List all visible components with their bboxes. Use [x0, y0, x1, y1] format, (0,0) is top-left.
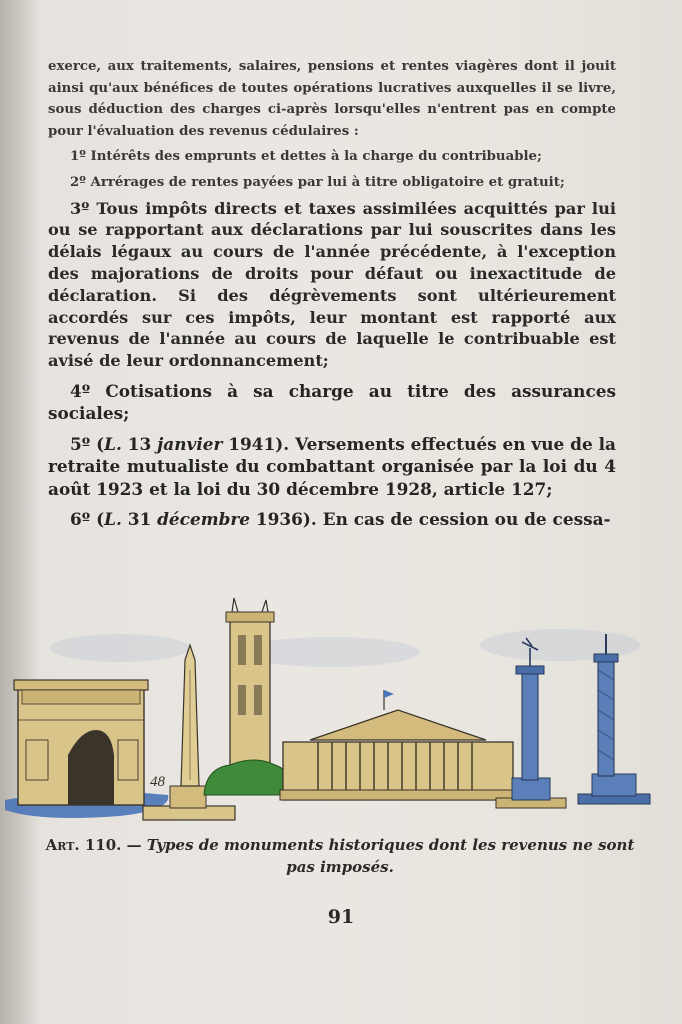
- paragraph-6-day: 31: [121, 509, 158, 530]
- sky-wash: [50, 629, 640, 667]
- tree: [204, 760, 290, 795]
- arc-de-triomphe: [5, 680, 168, 818]
- paragraph-6: [48, 508, 616, 531]
- figure-caption: [40, 834, 640, 878]
- gutter-shadow: [0, 0, 40, 1024]
- paragraph-6-num: 6º (: [70, 509, 105, 530]
- tour-saint-jacques: [204, 598, 290, 795]
- paragraph-4: [48, 380, 616, 425]
- paragraph-3-text: 3º Tous impôts directs et taxes assimilées acquittés par lui ou se rapportant aux déclarations par lui souscrites dans les délais légaux au cours de l'année précédente, à l'exception des majorations de droits pour défaut ou inexactitude de déclaration. Si des dégrèvements sont ultérieurement accordés sur ces impôts, leur montant est rapporté aux revenus de l'année au cours de laquelle le contribuable est avisé de leur ordonnancement;: [48, 198, 616, 371]
- paragraph-1: [48, 146, 616, 168]
- paragraph-intro: exerce, aux traitements, salaires, pensions et rentes viagères dont il jouit ainsi qu'aux bénéfices de toutes opérations lucratives auxquelles il se livre, sous déduction des charges ci-après lorsqu'elles n'entrent pas en compte pour l'évaluation des revenus cédulaires :: [48, 59, 616, 139]
- paragraph-2: [48, 172, 616, 194]
- paragraph-5-day: 13: [121, 433, 158, 454]
- caption-text: — Types de monuments historiques dont les revenus ne sont pas imposés.: [121, 836, 635, 876]
- paragraph-2-text: 2º Arrérages de rentes payées par lui à titre obligatoire et gratuit;: [70, 174, 565, 190]
- paragraph-5-rest: 1941). Versements effectués en vue de la retraite mutualiste du combattant organisée par la loi du 4 août 1923 et la loi du 30 décembre 1928, article 127;: [48, 433, 616, 499]
- paragraph-5-num: 5º (: [70, 433, 105, 454]
- paragraph-6-month: décembre: [157, 509, 251, 530]
- artist-signature: 48: [150, 774, 165, 790]
- page-number: 91: [327, 906, 355, 928]
- paragraph-3: [48, 198, 616, 372]
- paragraph-5: [48, 433, 616, 501]
- paragraph-6-ref: L.: [104, 509, 122, 530]
- body-text: [48, 56, 616, 531]
- paragraph-6-rest: 1936). En cas de cession ou de cessa-: [250, 509, 611, 530]
- palais-bourbon: [280, 690, 516, 800]
- paragraph-5-month: janvier: [157, 433, 223, 454]
- paragraph-1-text: 1º Intérêts des emprunts et dettes à la charge du contribuable;: [70, 149, 542, 165]
- flag: [384, 690, 394, 698]
- paragraph-4-text: 4º Cotisations à sa charge au titre des assurances sociales;: [48, 380, 616, 424]
- caption-article: Art. 110.: [45, 836, 122, 854]
- paragraph-5-ref: L.: [104, 433, 122, 454]
- monuments-illustration: [0, 590, 682, 830]
